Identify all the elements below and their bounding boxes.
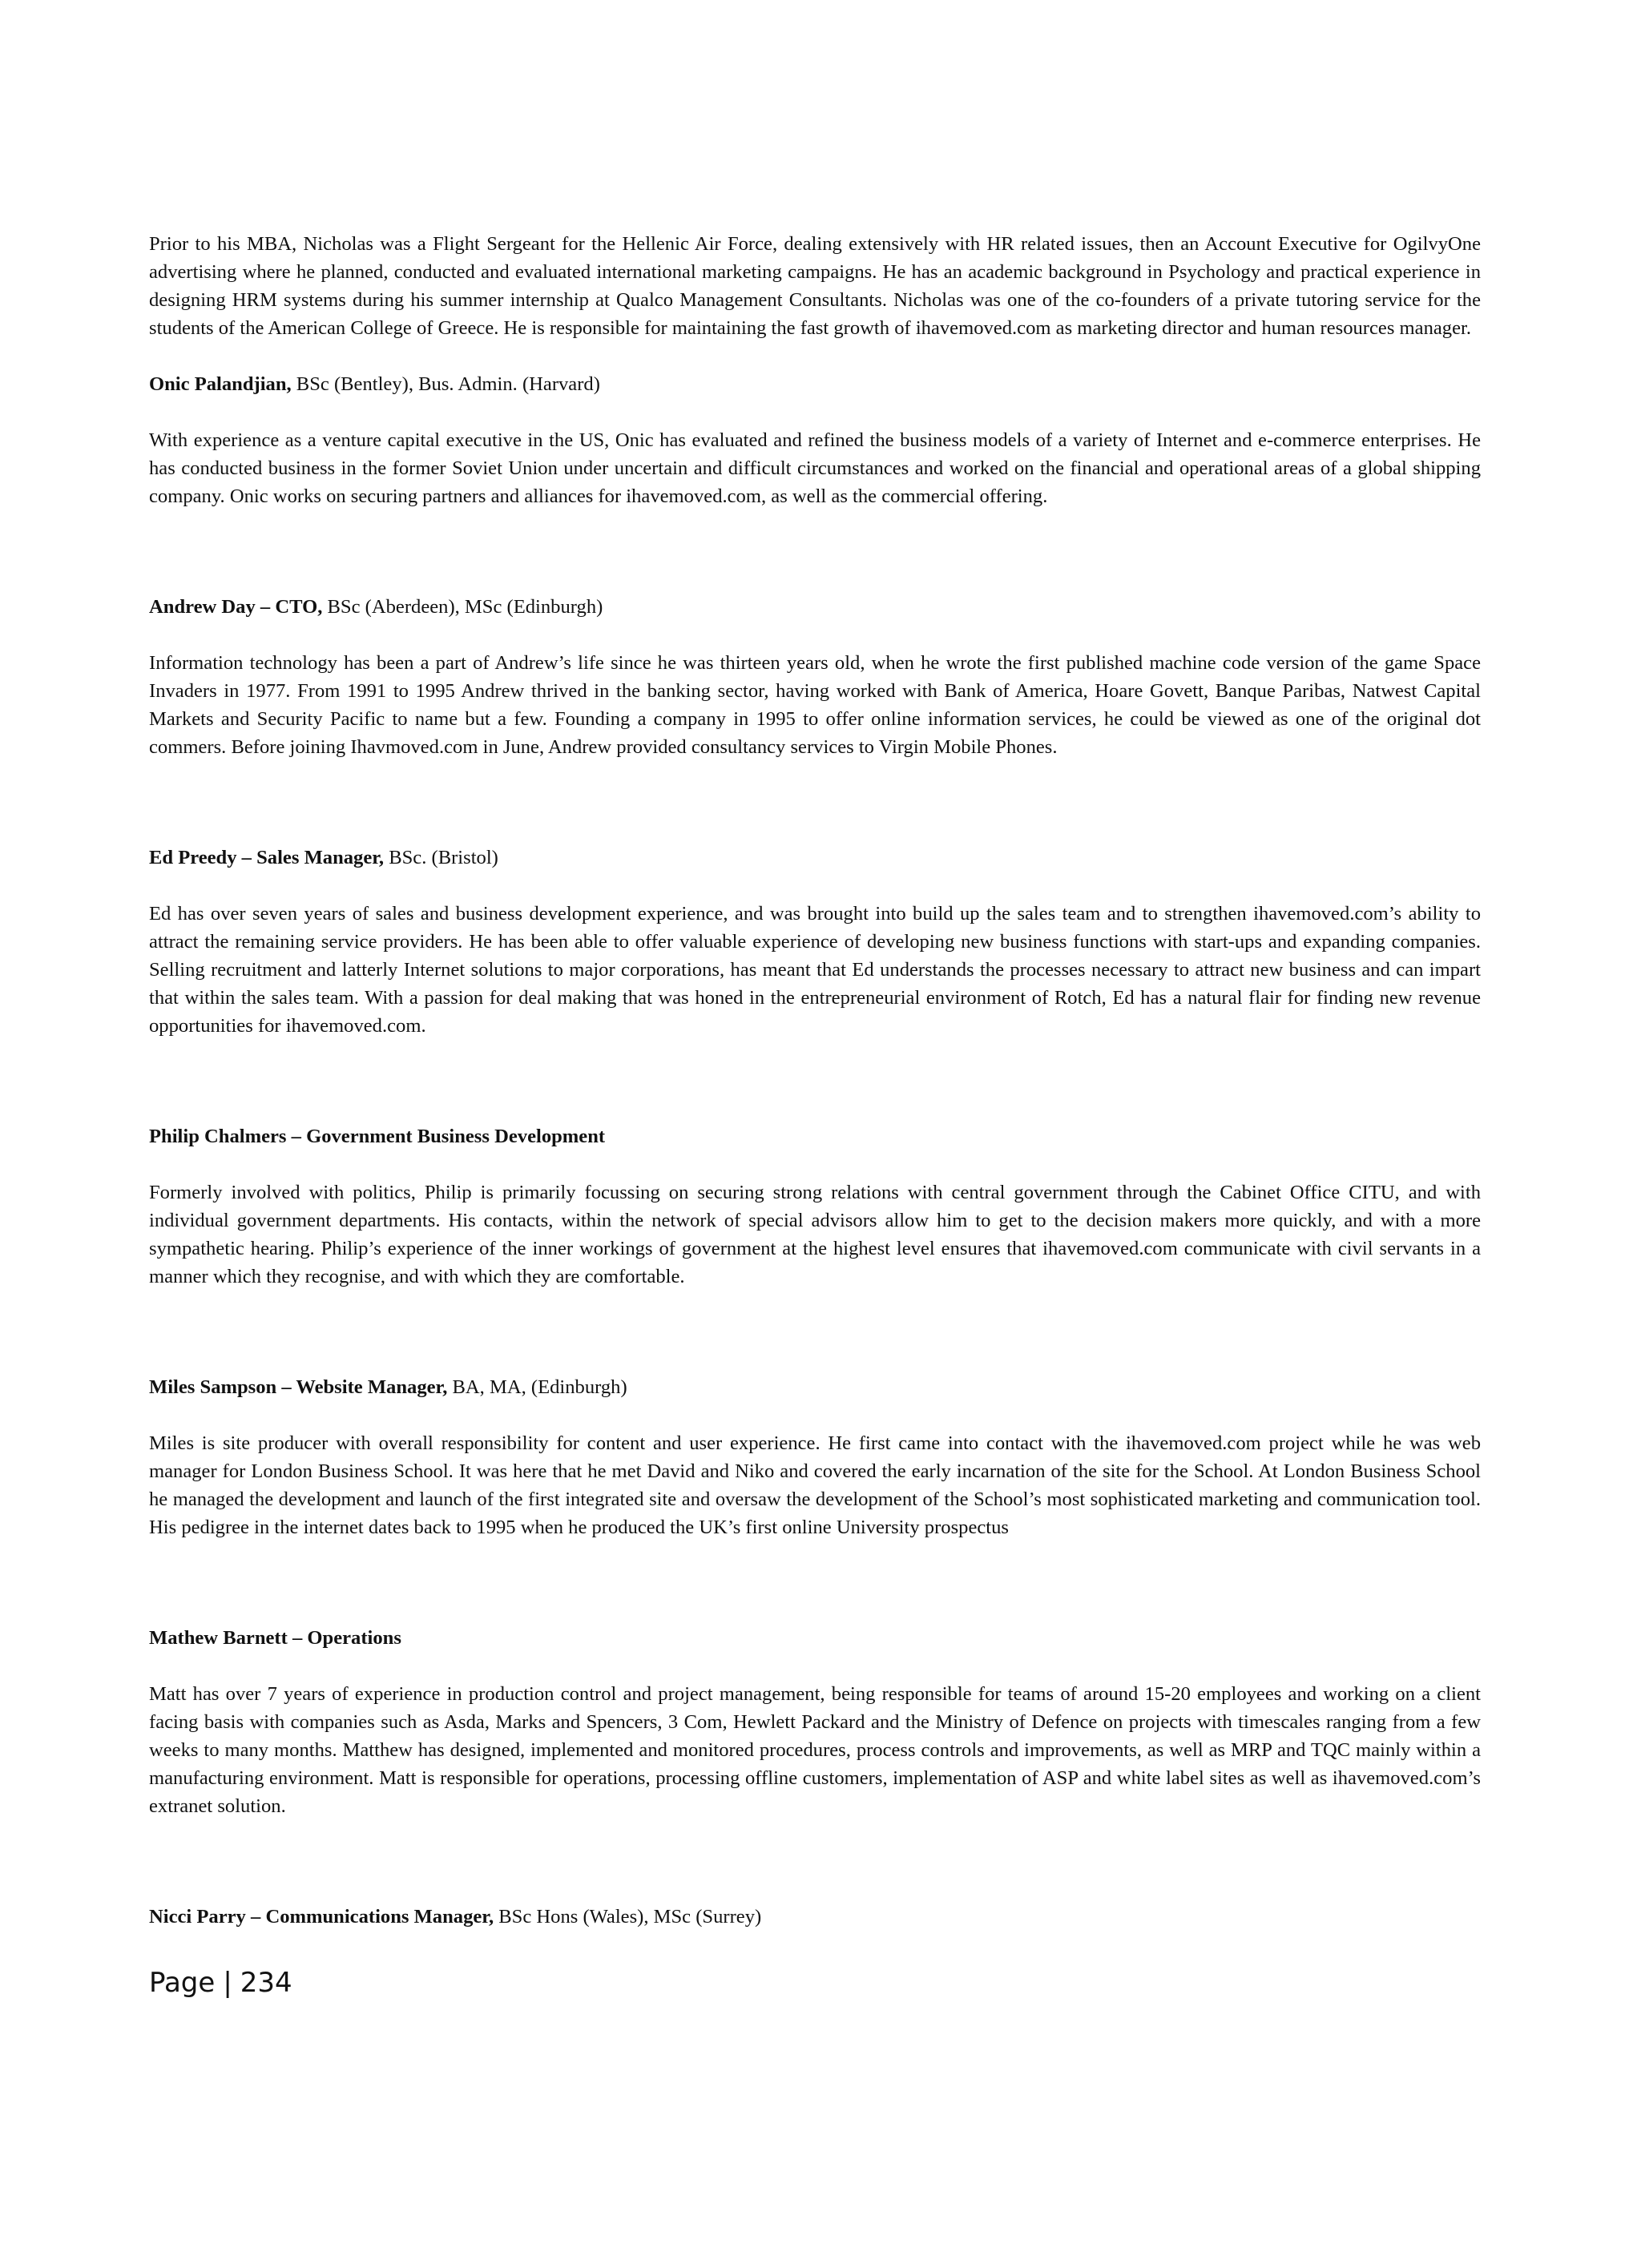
profile-name: Philip Chalmers – Government Business Development — [149, 1126, 606, 1147]
profile-bio: Miles is site producer with overall responsibility for content and user experience. He first came into contact with the ihavemoved.com project while he was web manager for London Business School. It was here that he met David and Niko and covered the early incarnation of the site for the School. At London Business School he managed the development and launch of the first integrated site and oversaw the development of the School’s most sophisticated marketing and communication tool. His pedigree in the internet dates back to 1995 when he produced the UK’s first online University prospectus — [149, 1432, 1481, 1538]
profile-name: Onic Palandjian, — [149, 373, 292, 395]
profile-name: Mathew Barnett – Operations — [149, 1627, 401, 1649]
profile-name: Miles Sampson – Website Manager, — [149, 1376, 448, 1398]
profile-credentials: BSc Hons (Wales), MSc (Surrey) — [494, 1906, 762, 1928]
profile-heading — [149, 1903, 1481, 1931]
profile-heading — [149, 1624, 1481, 1652]
page-separator: | — [223, 1967, 232, 1999]
profile-bio: Formerly involved with politics, Philip is primarily focussing on securing strong relations with central government through the Cabinet Office CITU, and with individual government departments. His contacts, within the network of special advisors allow him to get to the decision makers more quickly, and with a more sympathetic hearing. Philip’s experience of the inner workings of government at the highest level ensures that ihavemoved.com communicate with civil servants in a manner which they recognise, and with which they are comfortable. — [149, 1182, 1481, 1287]
profile-name: Andrew Day – CTO, — [149, 596, 323, 618]
page-content — [149, 230, 1481, 1931]
profile-credentials: BSc. (Bristol) — [384, 847, 498, 868]
profile-heading — [149, 1122, 1481, 1150]
profile-bio: With experience as a venture capital executive in the US, Onic has evaluated and refined the business models of a variety of Internet and e-commerce enterprises. He has conducted business in the former Soviet Union under uncertain and difficult circumstances and worked on the financial and operational areas of a global shipping company. Onic works on securing partners and alliances for ihavemoved.com, as well as the commercial offering. — [149, 429, 1481, 507]
page-number: 234 — [240, 1967, 292, 1999]
profile-heading — [149, 1373, 1481, 1401]
profile-heading — [149, 593, 1481, 621]
profile-heading — [149, 844, 1481, 872]
page-label: Page — [149, 1967, 216, 1999]
profile-credentials: BSc (Aberdeen), MSc (Edinburgh) — [322, 596, 603, 618]
profile-name: Nicci Parry – Communications Manager, — [149, 1906, 494, 1928]
profile-name: Ed Preedy – Sales Manager, — [149, 847, 385, 868]
profile-bio: Matt has over 7 years of experience in production control and project management, being responsible for teams of around 15-20 employees and working on a client facing basis with companies such as Asda, Marks and Spencers, 3 Com, Hewlett Packard and the Ministry of Defence on projects with timescales ranging from a few weeks to many months. Matthew has designed, implemented and monitored procedures, process controls and improvements, as well as MRP and TQC mainly within a manufacturing environment. Matt is responsible for operations, processing offline customers, implementation of ASP and white label sites as well as ihavemoved.com’s extranet solution. — [149, 1683, 1481, 1817]
profile-credentials: BSc (Bentley), Bus. Admin. (Harvard) — [291, 373, 600, 395]
page-footer — [149, 1967, 292, 1999]
profile-credentials: BA, MA, (Edinburgh) — [447, 1376, 627, 1398]
intro-paragraph: Prior to his MBA, Nicholas was a Flight Sergeant for the Hellenic Air Force, dealing extensively with HR related issues, then an Account Executive for OgilvyOne advertising where he planned, conducted and evaluated international marketing campaigns. He has an academic background in Psychology and practical experience in designing HRM systems during his summer internship at Qualco Management Consultants. Nicholas was one of the co-founders of a private tutoring service for the students of the American College of Greece. He is responsible for maintaining the fast growth of ihavemoved.com as marketing director and human resources manager. — [149, 233, 1481, 339]
profile-bio: Information technology has been a part of Andrew’s life since he was thirteen years old, when he wrote the first published machine code version of the game Space Invaders in 1977. From 1991 to 1995 Andrew thrived in the banking sector, having worked with Bank of America, Hoare Govett, Banque Paribas, Natwest Capital Markets and Security Pacific to name but a few. Founding a company in 1995 to offer online information services, he could be viewed as one of the original dot commers. Before joining Ihavmoved.com in June, Andrew provided consultancy services to Virgin Mobile Phones. — [149, 652, 1481, 758]
profile-heading — [149, 370, 1481, 398]
profile-bio: Ed has over seven years of sales and business development experience, and was brought into build up the sales team and to strengthen ihavemoved.com’s ability to attract the remaining service providers. He has been able to offer valuable experience of developing new business functions with start-ups and expanding companies. Selling recruitment and latterly Internet solutions to major corporations, has meant that Ed understands the processes necessary to attract new business and can impart that within the sales team. With a passion for deal making that was honed in the entrepreneurial environment of Rotch, Ed has a natural flair for finding new revenue opportunities for ihavemoved.com. — [149, 903, 1481, 1037]
